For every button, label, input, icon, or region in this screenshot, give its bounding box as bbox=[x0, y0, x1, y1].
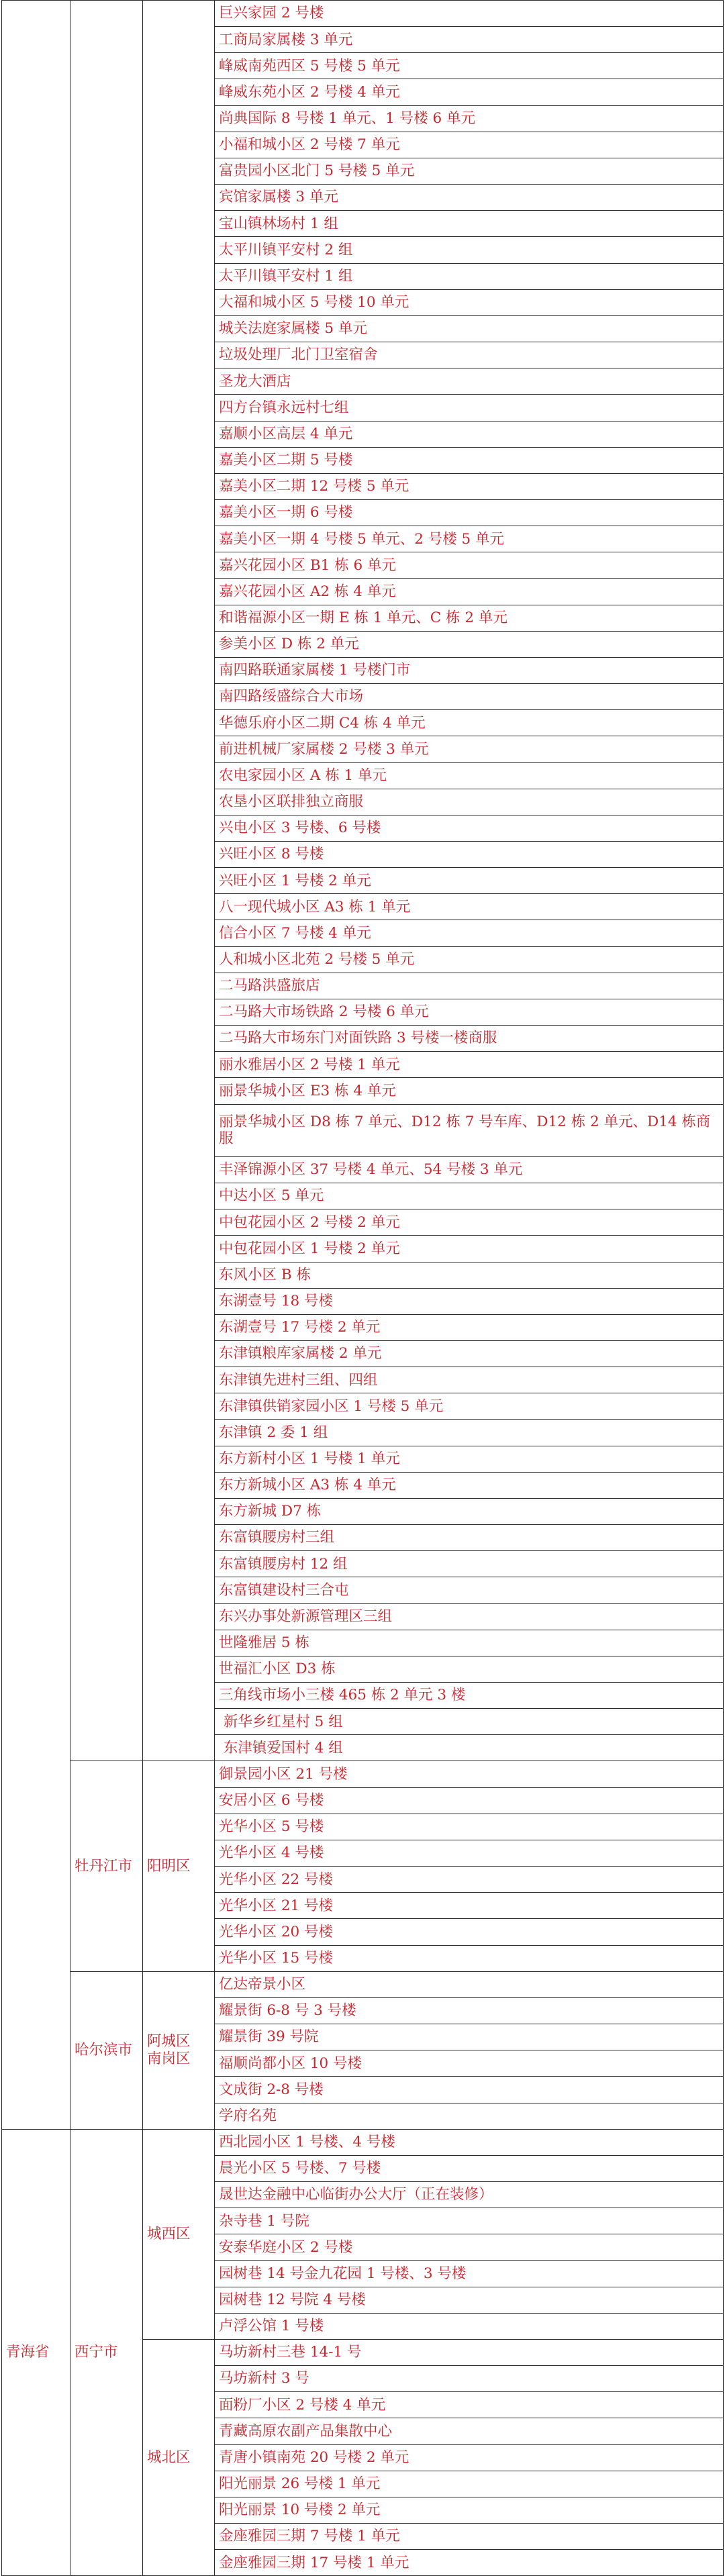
address-cell: 宝山镇林场村 1 组 bbox=[215, 211, 724, 237]
table-row bbox=[2, 2129, 724, 2155]
address-cell: 园树巷 12 号院 4 号楼 bbox=[215, 2287, 724, 2313]
address-cell: 学府名苑 bbox=[215, 2103, 724, 2129]
address-cell: 东津镇爱国村 4 组 bbox=[215, 1735, 724, 1761]
address-cell: 东津镇粮库家属楼 2 单元 bbox=[215, 1340, 724, 1367]
address-cell: 安泰华庭小区 2 号楼 bbox=[215, 2234, 724, 2261]
address-cell: 兴旺小区 8 号楼 bbox=[215, 842, 724, 868]
address-cell: 耀景街 6-8 号 3 号楼 bbox=[215, 1997, 724, 2024]
address-cell: 金座雅园三期 17 号楼 1 单元 bbox=[215, 2550, 724, 2576]
address-cell: 富贵园小区北门 5 号楼 5 单元 bbox=[215, 158, 724, 184]
address-cell: 丰泽锦源小区 37 号楼 4 单元、54 号楼 3 单元 bbox=[215, 1156, 724, 1183]
table-row bbox=[2, 1, 724, 27]
address-cell: 晟世达金融中心临街办公大厅（正在装修） bbox=[215, 2181, 724, 2208]
address-cell: 卢浮公馆 1 号楼 bbox=[215, 2313, 724, 2339]
address-cell: 西北园小区 1 号楼、4 号楼 bbox=[215, 2129, 724, 2155]
address-cell: 光华小区 15 号楼 bbox=[215, 1945, 724, 1971]
address-cell: 三角线市场小三楼 465 栋 2 单元 3 楼 bbox=[215, 1683, 724, 1709]
address-cell: 丽水雅居小区 2 号楼 1 单元 bbox=[215, 1052, 724, 1078]
address-cell: 东方新城 D7 栋 bbox=[215, 1498, 724, 1524]
address-cell: 农垦小区联排独立商服 bbox=[215, 789, 724, 815]
address-cell: 福顺尚都小区 10 号楼 bbox=[215, 2050, 724, 2077]
city-cell: 牡丹江市 bbox=[70, 1761, 143, 1971]
address-cell: 东津镇先进村三组、四组 bbox=[215, 1367, 724, 1393]
address-cell: 工商局家属楼 3 单元 bbox=[215, 27, 724, 53]
address-cell: 东方新村小区 1 号楼 1 单元 bbox=[215, 1446, 724, 1472]
address-cell: 参美小区 D 栋 2 单元 bbox=[215, 631, 724, 657]
address-cell: 阳光丽景 26 号楼 1 单元 bbox=[215, 2471, 724, 2497]
address-cell: 和谐福源小区一期 E 栋 1 单元、C 栋 2 单元 bbox=[215, 605, 724, 631]
address-cell: 二马路大市场铁路 2 号楼 6 单元 bbox=[215, 999, 724, 1025]
address-cell: 南四路联通家属楼 1 号楼门市 bbox=[215, 657, 724, 683]
address-cell: 晨光小区 5 号楼、7 号楼 bbox=[215, 2155, 724, 2181]
address-cell: 小福和城小区 2 号楼 7 单元 bbox=[215, 132, 724, 158]
address-cell: 峰威南苑西区 5 号楼 5 单元 bbox=[215, 53, 724, 79]
address-cell: 中达小区 5 单元 bbox=[215, 1183, 724, 1209]
address-cell: 光华小区 22 号楼 bbox=[215, 1867, 724, 1893]
address-cell: 信合小区 7 号楼 4 单元 bbox=[215, 920, 724, 946]
address-cell: 尚典国际 8 号楼 1 单元、1 号楼 6 单元 bbox=[215, 105, 724, 132]
city-cell: 西宁市 bbox=[70, 2129, 143, 2576]
address-cell: 东湖壹号 18 号楼 bbox=[215, 1288, 724, 1314]
address-cell: 文成街 2-8 号楼 bbox=[215, 2077, 724, 2103]
address-cell: 马坊新村三巷 14-1 号 bbox=[215, 2339, 724, 2365]
address-cell: 圣龙大酒店 bbox=[215, 368, 724, 395]
address-cell: 青藏高原农副产品集散中心 bbox=[215, 2418, 724, 2444]
district-cell: 城北区 bbox=[143, 2339, 215, 2575]
address-cell: 金座雅园三期 7 号楼 1 单元 bbox=[215, 2524, 724, 2550]
district-cell: 阿城区 南岗区 bbox=[143, 1971, 215, 2129]
address-cell: 城关法庭家属楼 5 单元 bbox=[215, 315, 724, 342]
address-cell: 嘉美小区一期 6 号楼 bbox=[215, 499, 724, 526]
address-cell: 东兴办事处新源管理区三组 bbox=[215, 1603, 724, 1630]
address-cell: 阳光丽景 10 号楼 2 单元 bbox=[215, 2497, 724, 2523]
address-cell: 嘉兴花园小区 B1 栋 6 单元 bbox=[215, 552, 724, 579]
address-cell: 兴电小区 3 号楼、6 号楼 bbox=[215, 815, 724, 841]
district-cell: 阳明区 bbox=[143, 1761, 215, 1971]
address-cell: 前进机械厂家属楼 2 号楼 3 单元 bbox=[215, 736, 724, 762]
address-cell: 太平川镇平安村 2 组 bbox=[215, 237, 724, 263]
address-cell: 巨兴家园 2 号楼 bbox=[215, 1, 724, 27]
table-row bbox=[2, 1971, 724, 1997]
address-cell: 东湖壹号 17 号楼 2 单元 bbox=[215, 1314, 724, 1340]
address-cell: 园树巷 14 号金九花园 1 号楼、3 号楼 bbox=[215, 2261, 724, 2287]
address-cell: 四方台镇永远村七组 bbox=[215, 395, 724, 421]
address-cell: 光华小区 5 号楼 bbox=[215, 1814, 724, 1840]
address-cell: 光华小区 4 号楼 bbox=[215, 1840, 724, 1866]
address-cell: 世隆雅居 5 栋 bbox=[215, 1630, 724, 1656]
address-cell: 马坊新村 3 号 bbox=[215, 2366, 724, 2392]
address-cell: 垃圾处理厂北门卫室宿舍 bbox=[215, 342, 724, 368]
address-cell: 丽景华城小区 E3 栋 4 单元 bbox=[215, 1078, 724, 1104]
address-cell: 华德乐府小区二期 C4 栋 4 单元 bbox=[215, 710, 724, 736]
address-cell: 面粉厂小区 2 号楼 4 单元 bbox=[215, 2392, 724, 2418]
address-cell: 南四路绥盛综合大市场 bbox=[215, 684, 724, 710]
address-cell: 二马路大市场东门对面铁路 3 号楼一楼商服 bbox=[215, 1026, 724, 1052]
address-cell: 农电家园小区 A 栋 1 单元 bbox=[215, 762, 724, 789]
address-cell: 嘉美小区一期 4 号楼 5 单元、2 号楼 5 单元 bbox=[215, 526, 724, 552]
city-cell bbox=[70, 1, 143, 1761]
address-cell: 大福和城小区 5 号楼 10 单元 bbox=[215, 289, 724, 315]
address-cell: 太平川镇平安村 1 组 bbox=[215, 263, 724, 289]
address-cell: 东津镇 2 委 1 组 bbox=[215, 1420, 724, 1446]
address-cell: 嘉兴花园小区 A2 栋 4 单元 bbox=[215, 579, 724, 605]
address-cell: 宾馆家属楼 3 单元 bbox=[215, 185, 724, 211]
address-cell: 嘉美小区二期 5 号楼 bbox=[215, 447, 724, 473]
address-cell: 兴旺小区 1 号楼 2 单元 bbox=[215, 868, 724, 894]
address-cell: 御景园小区 21 号楼 bbox=[215, 1761, 724, 1787]
address-cell: 嘉顺小区高层 4 单元 bbox=[215, 421, 724, 447]
address-cell: 青唐小镇南苑 20 号楼 2 单元 bbox=[215, 2444, 724, 2471]
address-cell: 嘉美小区二期 12 号楼 5 单元 bbox=[215, 473, 724, 499]
address-cell: 杂寺巷 1 号院 bbox=[215, 2208, 724, 2234]
address-cell: 世福汇小区 D3 栋 bbox=[215, 1656, 724, 1682]
province-cell: 青海省 bbox=[2, 2129, 70, 2576]
address-cell: 耀景街 39 号院 bbox=[215, 2024, 724, 2050]
address-cell: 亿达帝景小区 bbox=[215, 1971, 724, 1997]
address-cell: 东方新城小区 A3 栋 4 单元 bbox=[215, 1472, 724, 1498]
address-cell: 东津镇供销家园小区 1 号楼 5 单元 bbox=[215, 1393, 724, 1420]
address-table bbox=[1, 0, 724, 2576]
province-cell bbox=[2, 1, 70, 2130]
address-cell: 东富镇腰房村三组 bbox=[215, 1525, 724, 1551]
address-cell: 新华乡红星村 5 组 bbox=[215, 1709, 724, 1735]
address-cell: 东富镇建设村三合屯 bbox=[215, 1577, 724, 1603]
address-cell: 光华小区 21 号楼 bbox=[215, 1893, 724, 1919]
address-cell: 八一现代城小区 A3 栋 1 单元 bbox=[215, 894, 724, 920]
address-cell: 二马路洪盛旅店 bbox=[215, 973, 724, 999]
address-cell: 安居小区 6 号楼 bbox=[215, 1787, 724, 1814]
address-cell: 人和城小区北苑 2 号楼 5 单元 bbox=[215, 946, 724, 973]
address-cell: 中包花园小区 2 号楼 2 单元 bbox=[215, 1209, 724, 1236]
city-cell: 哈尔滨市 bbox=[70, 1971, 143, 2129]
address-cell: 东风小区 B 栋 bbox=[215, 1262, 724, 1288]
address-cell: 丽景华城小区 D8 栋 7 单元、D12 栋 7 号车库、D12 栋 2 单元、D14 栋商服 bbox=[215, 1104, 724, 1156]
table-row bbox=[2, 1761, 724, 1787]
address-cell: 光华小区 20 号楼 bbox=[215, 1919, 724, 1945]
district-cell bbox=[143, 1, 215, 1761]
district-cell: 城西区 bbox=[143, 2129, 215, 2339]
address-cell: 峰威东苑小区 2 号楼 4 单元 bbox=[215, 79, 724, 105]
table-body bbox=[2, 1, 724, 2576]
address-cell: 东富镇腰房村 12 组 bbox=[215, 1551, 724, 1577]
address-cell: 中包花园小区 1 号楼 2 单元 bbox=[215, 1236, 724, 1262]
